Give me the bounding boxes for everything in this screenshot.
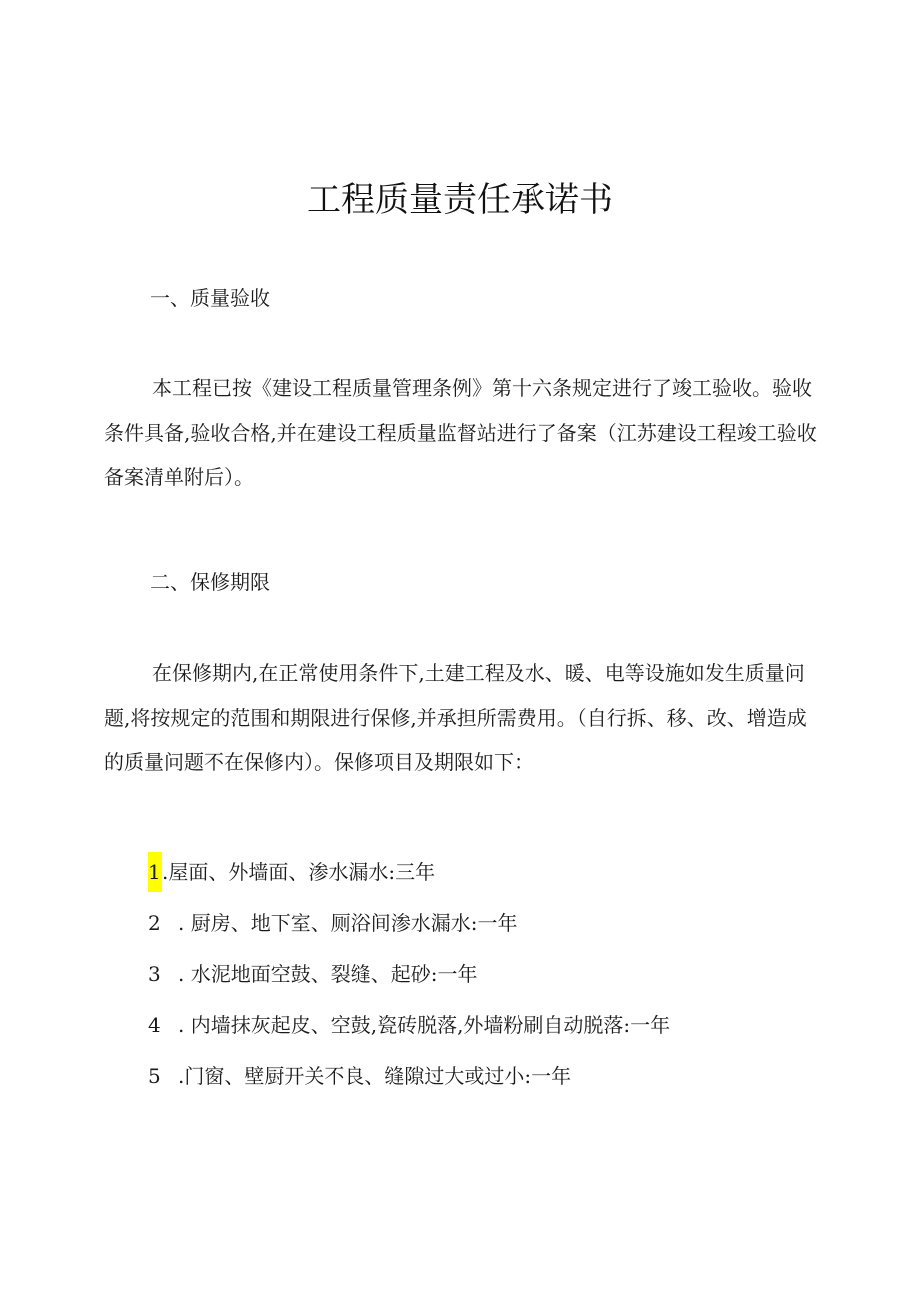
list-item-number: 3 <box>148 962 161 986</box>
list-item <box>148 903 828 954</box>
document-title: 工程质量责任承诺书 <box>307 180 613 220</box>
list-item-text: . 内墙抹灰起皮、空鼓,瓷砖脱落,外墙粉刷自动脱落:一年 <box>178 1013 671 1037</box>
list-item <box>148 1056 828 1107</box>
list-item-number: 2 <box>148 911 161 935</box>
section-heading-quality-acceptance: 一、质量验收 <box>150 286 270 310</box>
list-item-number: 5 <box>148 1064 161 1088</box>
list-item-text: .门窗、壁厨开关不良、缝隙过大或过小:一年 <box>178 1064 572 1088</box>
list-item <box>148 1005 828 1056</box>
list-item <box>148 954 828 1005</box>
list-item-number-highlighted: 1 <box>148 852 162 892</box>
list-item-text: . 厨房、地下室、厕浴间渗水漏水:一年 <box>178 911 518 935</box>
section-paragraph-warranty-period: 在保修期内,在正常使用条件下,土建工程及水、暖、电等设施如发生质量问题,将按规定的范围和期限进行保修,并承担所需费用。（自行拆、移、改、增造成的质量问题不在保修内）。保修项目及期限如下： <box>104 661 807 774</box>
list-item-number: 4 <box>148 1013 161 1037</box>
list-item-text: .屋面、外墙面、渗水漏水:三年 <box>162 860 436 884</box>
list-item <box>148 852 828 903</box>
section-heading-warranty-period: 二、保修期限 <box>150 570 270 594</box>
warranty-items-list <box>148 852 828 1107</box>
section-paragraph-quality-acceptance: 本工程已按《建设工程质量管理条例》第十六条规定进行了竣工验收。验收条件具备,验收合格,并在建设工程质量监督站进行了备案（江苏建设工程竣工验收备案清单附后）。 <box>104 376 817 489</box>
list-item-text: . 水泥地面空鼓、裂缝、起砂:一年 <box>178 962 478 986</box>
